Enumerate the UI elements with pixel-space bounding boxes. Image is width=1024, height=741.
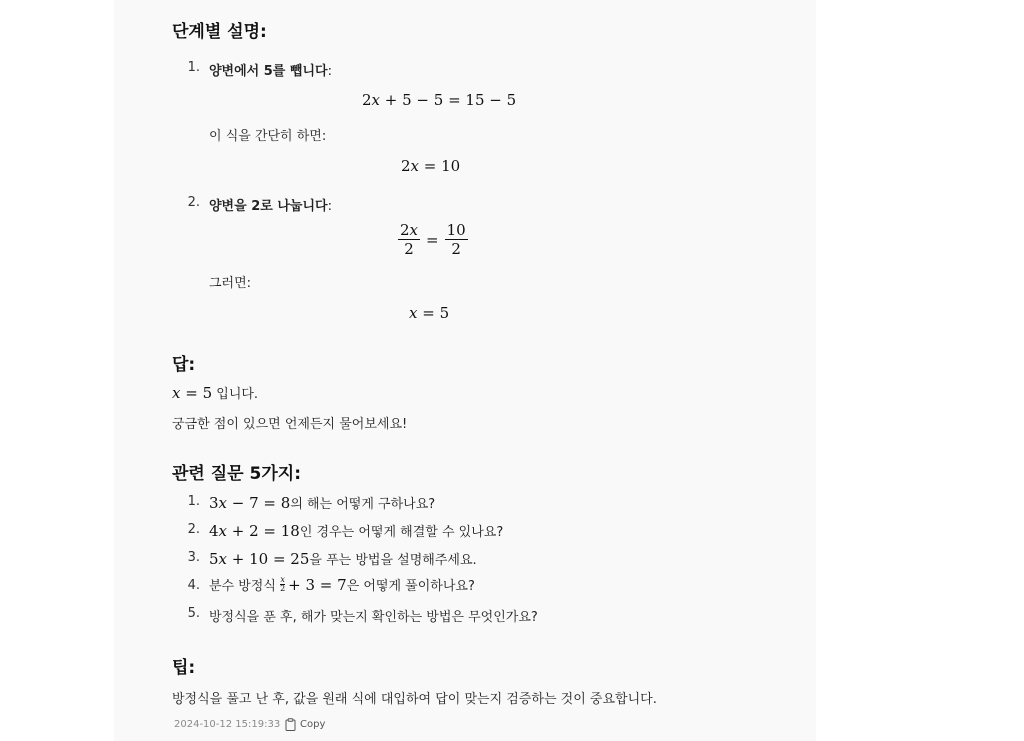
related-1-math: 3x − 7 = 8 [209, 494, 291, 512]
step-2-title-line [209, 195, 332, 214]
answer-line [172, 383, 258, 402]
related-5[interactable]: 방정식을 푼 후, 해가 맞는지 확인하는 방법은 무엇인가요? [209, 610, 538, 625]
step-1-colon: : [327, 64, 332, 79]
related-1-number: 1. [187, 494, 200, 509]
related-2-text: 인 경우는 어떻게 해결할 수 있나요? [299, 525, 504, 540]
related-4-text: 은 어떻게 풀이하나요? [346, 579, 475, 594]
step-1-number: 1. [187, 60, 200, 75]
clipboard-icon [285, 718, 296, 731]
step-2-number: 2. [187, 195, 200, 210]
related-4-math: $\frac{x}{2}$ + 3 = 7 [280, 575, 347, 594]
step-2-title: 양변을 2로 나눕니다 [209, 199, 328, 214]
copy-label: Copy [300, 719, 326, 730]
step-1-equation: 2x + 5 − 5 = 15 − 5 [362, 91, 517, 109]
copy-button[interactable] [285, 718, 325, 731]
answer-heading: 답: [172, 355, 196, 375]
related-3-text: 을 푸는 방법을 설명해주세요. [309, 553, 477, 568]
step-2-colon: : [327, 199, 332, 214]
step-1-title-line [209, 60, 332, 79]
step-1-result: 2x = 10 [401, 157, 461, 175]
related-3-number: 3. [187, 550, 200, 565]
tip-text: 방정식을 풀고 난 후, 값을 원래 식에 대입하여 답이 맞는지 검증하는 것이 중요합니다. [172, 692, 657, 707]
message-timestamp: 2024-10-12 15:19:33 [174, 719, 281, 730]
fraction-2x-over-2: $\frac{2x}{2}$ [400, 221, 419, 258]
answer-math: x = 5 [172, 384, 213, 402]
related-2-number: 2. [187, 522, 200, 537]
related-4-number: 4. [187, 578, 200, 593]
related-4[interactable] [209, 575, 475, 594]
related-1-text: 의 해는 어떻게 구하나요? [290, 497, 436, 512]
step-1-title: 양변에서 5를 뺍니다 [209, 64, 328, 79]
related-3[interactable] [209, 549, 477, 568]
related-2[interactable] [209, 521, 503, 540]
related-1[interactable] [209, 493, 435, 512]
step-2-result: x = 5 [409, 304, 450, 322]
tip-heading: 팁: [172, 658, 196, 678]
related-5-number: 5. [187, 606, 200, 621]
related-heading: 관련 질문 5가지: [172, 464, 301, 484]
answer-followup: 궁금한 점이 있으면 언제든지 물어보세요! [172, 417, 408, 432]
fraction-10-over-2: $\frac{10}{2}$ [446, 221, 466, 258]
related-2-math: 4x + 2 = 18 [209, 522, 300, 540]
related-3-math: 5x + 10 = 25 [209, 550, 310, 568]
step-2-note: 그러면: [209, 276, 252, 291]
related-4-prefix: 분수 방정식 [209, 579, 281, 594]
steps-heading: 단계별 설명: [172, 22, 267, 42]
answer-suffix: 입니다. [212, 387, 259, 402]
fraction-x-over-2: $\frac{x}{2}$ [280, 575, 286, 593]
step-1-note: 이 식을 간단히 하면: [209, 129, 327, 144]
step-2-equation: $\frac{2x}{2}$ = $\frac{10}{2}$ [400, 221, 466, 258]
chat-message-panel [114, 0, 816, 741]
